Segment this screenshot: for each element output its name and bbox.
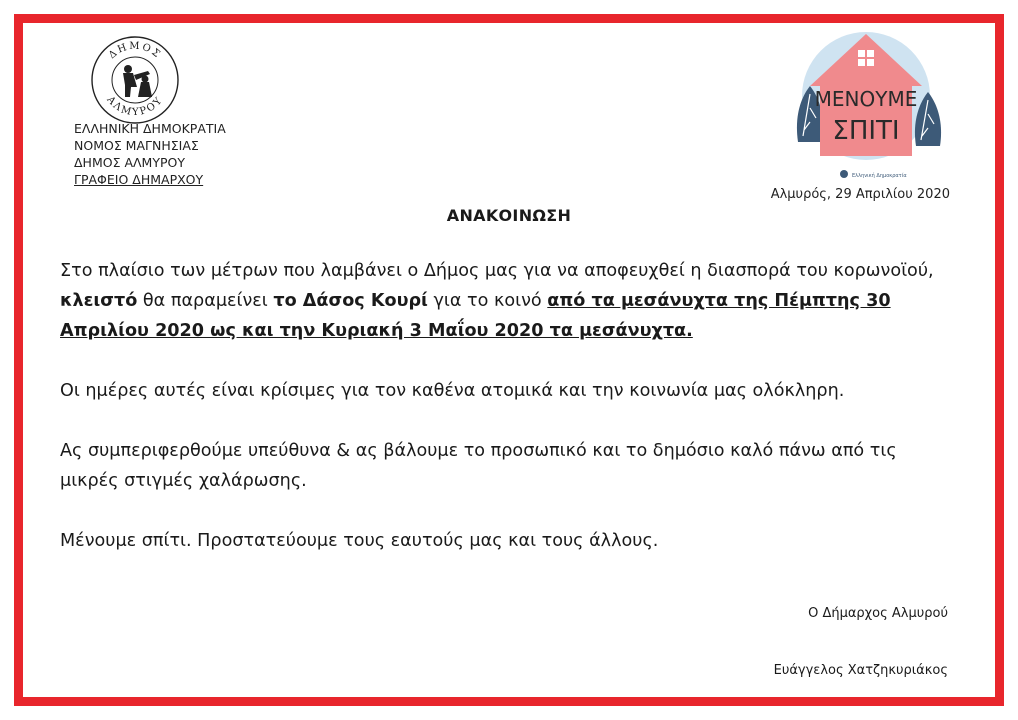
seal-text-top: ΔΗΜΟΣ [106, 40, 164, 62]
header-line-office: ΓΡΑΦΕΙΟ ΔΗΜΑΡΧΟΥ [74, 172, 204, 187]
logo-text-line2: ΣΠΙΤΙ [832, 116, 900, 146]
logo-text-line1: ΜΕΝΟΥΜΕ [814, 87, 918, 111]
p1-text-1: Στο πλαίσιο των μέτρων που λαμβάνει ο Δήμος μας για να αποφευχθεί η διασπορά του κορωνοϊού, [60, 261, 934, 281]
p1-bold-dates: από τα μεσάνυχτα της Πέμπτης 30 Απριλίου 2020 ως και την Κυριακή 3 Μαΐου 2020 τα μεσάνυχτα. [60, 291, 891, 341]
p1-bold-forest: το Δάσος Κουρί [273, 291, 428, 311]
header-line-municipality: ΔΗΜΟΣ ΑΛΜΥΡΟΥ [74, 155, 185, 170]
header-address [74, 120, 226, 188]
paragraph-stay-home: Μένουμε σπίτι. Προστατεύουμε τους εαυτούς μας και τους άλλους. [60, 531, 659, 551]
signature-name: Ευάγγελος Χατζηκυριάκος [773, 663, 948, 678]
logo-caption: Ελληνική Δημοκρατία [852, 173, 907, 179]
p1-bold-closed: κλειστό [60, 291, 138, 311]
p1-text-2: θα παραμείνει [137, 291, 274, 311]
seal-text-bottom: ΑΛΜΥΡΟΥ [104, 94, 166, 119]
paragraph-responsibility: Ας συμπεριφερθούμε υπεύθυνα & ας βάλουμε το προσωπικό και το δημόσιο καλό πάνω από τις μικρές στιγμές χαλάρωσης. [60, 441, 897, 491]
announcement-body [60, 256, 960, 556]
paragraph-closure [60, 256, 960, 346]
signoff-title: Ο Δήμαρχος Αλμυρού [808, 606, 948, 621]
menoume-spiti-logo [788, 24, 946, 189]
svg-text:ΑΛΜΥΡΟΥ [104, 94, 166, 119]
p1-text-3: για το κοινό [427, 291, 548, 311]
greek-emblem-icon [840, 170, 848, 178]
municipality-seal-icon [90, 35, 180, 125]
svg-text:ΔΗΜΟΣ [107, 41, 163, 61]
paragraph-critical-days: Οι ημέρες αυτές είναι κρίσιμες για τον καθένα ατομικά και την κοινωνία μας ολόκληρη. [60, 381, 845, 401]
document-date: Αλμυρός, 29 Απριλίου 2020 [770, 187, 950, 202]
document-title: ΑΝΑΚΟΙΝΩΣΗ [446, 206, 572, 225]
header-line-prefecture: ΝΟΜΟΣ ΜΑΓΝΗΣΙΑΣ [74, 138, 199, 153]
header-line-republic: ΕΛΛΗΝΙΚΗ ΔΗΜΟΚΡΑΤΙΑ [74, 121, 226, 136]
